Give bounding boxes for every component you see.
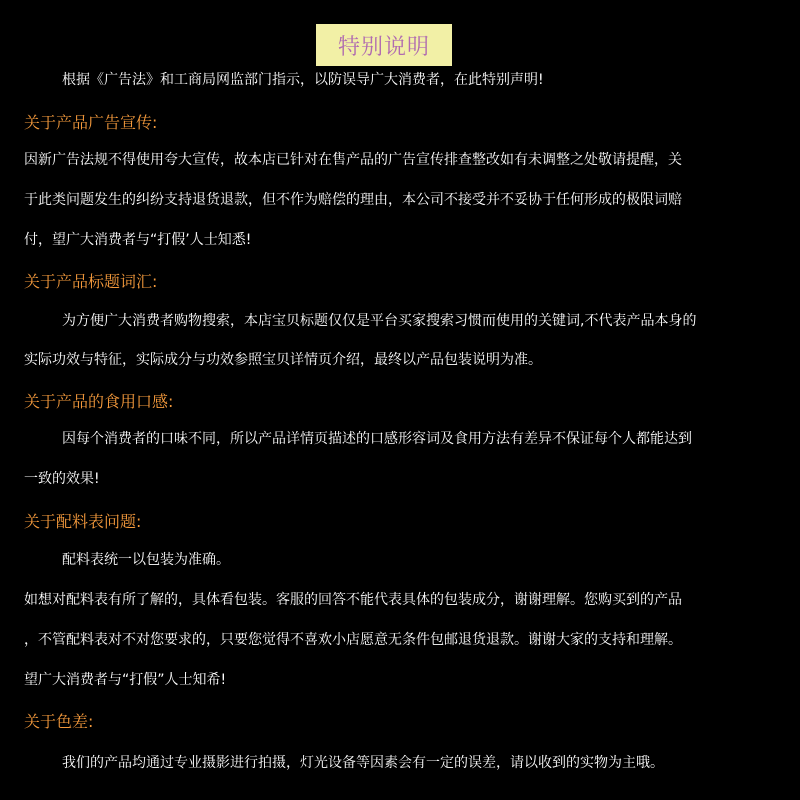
notice-title-text: 特别说明 [337,34,430,60]
section-line: 如想对配料表有所了解的，具体看包装。客服的回答不能代表具体的包装成分，谢谢理解。您购买到的产品 [24,592,682,608]
section-line: 望广大消费者与“打假”人士知希! [24,672,227,688]
section-line: 我们的产品均通过专业摄影进行拍摄，灯光设备等因素会有一定的误差，请以收到的实物为主哦。 [62,755,664,771]
section-line: 因新广告法规不得使用夸大宣传，故本店已针对在售产品的广告宣传排查整改如有未调整之处敬请提醒，关 [24,152,682,168]
section-line: 付，望广大消费者与“打假’人士知悉! [24,232,252,248]
section-line: 于此类问题发生的纠纷支持退货退款，但不作为赔偿的理由，本公司不接受并不妥协于任何形成的极限词赔 [24,192,682,208]
section-heading-ingredients: 关于配料表问题: [24,512,142,531]
section-heading-advertising: 关于产品广告宣传: [24,113,158,132]
notice-title [316,24,452,66]
section-heading-title-words: 关于产品标题词汇: [24,272,158,291]
section-heading-taste: 关于产品的食用口感: [24,392,174,411]
section-line: 配料表统一以包装为准确。 [62,552,230,568]
section-line: 一致的效果! [24,471,100,487]
section-line: ，不管配料表对不对您要求的，只要您觉得不喜欢小店愿意无条件包邮退货退款。谢谢大家的支持和理解。 [24,632,682,648]
section-heading-color-difference: 关于色差: [24,712,94,731]
section-line: 为方便广大消费者购物搜索，本店宝贝标题仅仅是平台买家搜索习惯而使用的关键词,不代表产品本身的 [62,313,697,329]
intro-text: 根据《广告法》和工商局网监部门指示，以防误导广大消费者，在此特别声明! [62,72,544,88]
section-line: 因每个消费者的口味不同，所以产品详情页描述的口感形容词及食用方法有差异不保证每个人都能达到 [62,431,692,447]
section-line: 实际功效与特征，实际成分与功效参照宝贝详情页介绍，最终以产品包装说明为准。 [24,352,542,368]
